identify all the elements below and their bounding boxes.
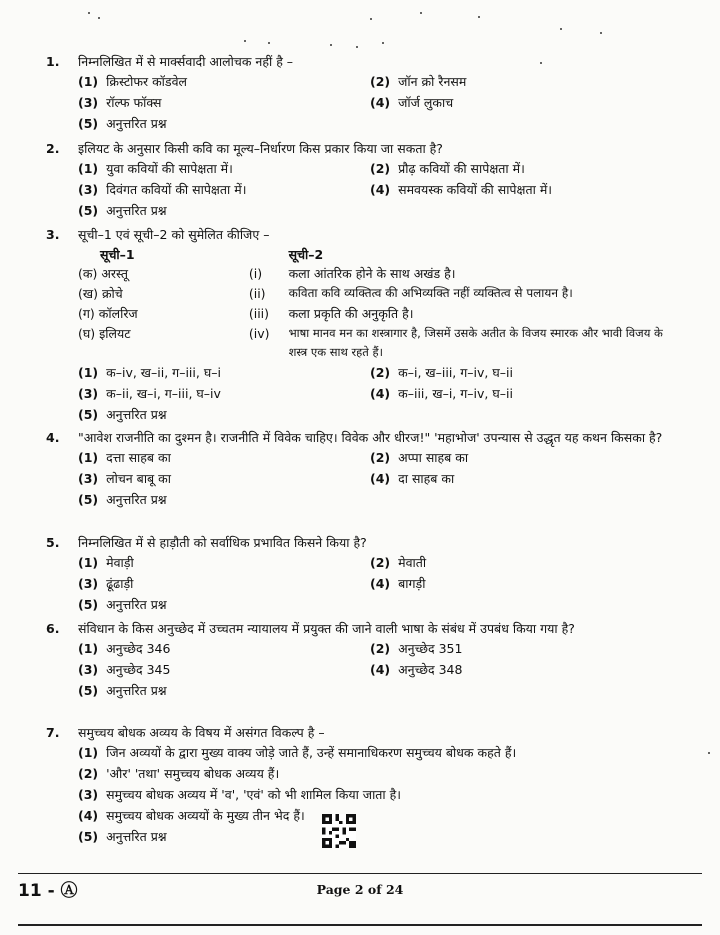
question-text: समुच्चय बोधक अव्यय के विषय में असंगत विकल्प है –	[78, 725, 325, 740]
options	[78, 638, 666, 701]
question-4	[46, 428, 666, 510]
match-row: (क) अरस्तू (i) कला आंतरिक होने के साथ अखंड है।	[78, 266, 456, 281]
option-3[interactable]: (3) ढूंढाड़ी	[78, 576, 134, 591]
question-text: इलियट के अनुसार किसी कवि का मूल्य–निर्धारण किस प्रकार किया जा सकता है?	[78, 141, 443, 156]
options	[78, 552, 666, 615]
question-7	[46, 723, 666, 847]
question-3	[46, 225, 666, 425]
option-1[interactable]: (1) दत्ता साहब का	[78, 450, 171, 465]
option-2[interactable]: (2) क–i, ख–iii, ग–iv, घ–ii	[370, 365, 513, 380]
question-text: "आवेश राजनीति का दुश्मन है। राजनीति में विवेक चाहिए। विवेक और धीरज!" 'महाभोज' उपन्यास से उद्धृत यह कथन किसका है?	[78, 430, 663, 445]
option-5[interactable]: (5) अनुत्तरित प्रश्न	[78, 683, 167, 698]
option-2[interactable]: (2) मेवाती	[370, 555, 427, 570]
option-4[interactable]: (4) समुच्चय बोधक अव्ययों के मुख्य तीन भेद हैं।	[78, 808, 305, 823]
option-5[interactable]: (5) अनुत्तरित प्रश्न	[78, 829, 167, 844]
question-number: 2.	[46, 141, 60, 156]
booklet-code: 11 - Ⓐ	[18, 881, 78, 901]
option-1[interactable]: (1) क–iv, ख–ii, ग–iii, घ–i	[78, 365, 221, 380]
question-text: सूची–1 एवं सूची–2 को सुमेलित कीजिए –	[78, 227, 270, 242]
question-1	[46, 52, 666, 134]
match-row: (घ) इलियट (iv) भाषा मानव मन का शस्त्रागार है, जिसमें उसके अतीत के विजय स्मारक और भावी विजय के शस्त्र एक साथ रहते हैं।	[78, 326, 663, 359]
option-4[interactable]: (4) दा साहब का	[370, 471, 455, 486]
option-5[interactable]: (5) अनुत्तरित प्रश्न	[78, 407, 167, 422]
footer-rule	[18, 873, 702, 874]
page-number: Page 2 of 24	[316, 882, 404, 897]
option-1[interactable]: (1) क्रिस्टोफर कॉडवेल	[78, 74, 188, 89]
option-4[interactable]: (4) अनुच्छेद 348	[370, 662, 463, 677]
option-2[interactable]: (2) अनुच्छेद 351	[370, 641, 463, 656]
option-3[interactable]: (3) रॉल्फ फॉक्स	[78, 95, 162, 110]
question-number: 7.	[46, 725, 60, 740]
question-5	[46, 533, 666, 615]
question-text: निम्नलिखित में से हाड़ौती को सर्वाधिक प्रभावित किसने किया है?	[78, 535, 367, 550]
question-number: 4.	[46, 430, 60, 445]
question-number: 6.	[46, 621, 60, 636]
option-3[interactable]: (3) दिवंगत कवियों की सापेक्षता में।	[78, 182, 247, 197]
question-number: 1.	[46, 54, 60, 69]
option-4[interactable]: (4) बागड़ी	[370, 576, 426, 591]
option-3[interactable]: (3) लोचन बाबू का	[78, 471, 172, 486]
options	[78, 158, 666, 221]
question-6	[46, 619, 666, 701]
option-2[interactable]: (2) जॉन क्रो रैनसम	[370, 74, 467, 89]
match-table	[78, 244, 666, 362]
question-text: संविधान के किस अनुच्छेद में उच्चतम न्यायालय में प्रयुक्त की जाने वाली भाषा के संबंध में उपबंध किया गया है?	[78, 621, 575, 636]
list-1-title: सूची–1	[100, 246, 135, 262]
option-5[interactable]: (5) अनुत्तरित प्रश्न	[78, 203, 167, 218]
question-number: 5.	[46, 535, 60, 550]
option-4[interactable]: (4) समवयस्क कवियों की सापेक्षता में।	[370, 182, 553, 197]
option-5[interactable]: (5) अनुत्तरित प्रश्न	[78, 492, 167, 507]
match-row: (ग) कॉलरिज (iii) कला प्रकृति की अनुकृति है।	[78, 306, 414, 321]
option-4[interactable]: (4) जॉर्ज लुकाच	[370, 95, 454, 110]
option-2[interactable]: (2) अप्पा साहब का	[370, 450, 469, 465]
option-1[interactable]: (1) अनुच्छेद 346	[78, 641, 171, 656]
option-5[interactable]: (5) अनुत्तरित प्रश्न	[78, 116, 167, 131]
question-number: 3.	[46, 227, 60, 242]
question-2	[46, 139, 666, 221]
options	[78, 447, 666, 510]
options	[78, 362, 666, 425]
option-1[interactable]: (1) युवा कवियों की सापेक्षता में।	[78, 161, 233, 176]
list-2-title: सूची–2	[288, 246, 324, 262]
question-text: निम्नलिखित में से मार्क्सवादी आलोचक नहीं है –	[78, 54, 294, 69]
option-1[interactable]: (1) मेवाड़ी	[78, 555, 134, 570]
bottom-rule	[18, 924, 702, 926]
option-2[interactable]: (2) प्रौढ़ कवियों की सापेक्षता में।	[370, 161, 525, 176]
options	[78, 742, 666, 847]
option-3[interactable]: (3) क–ii, ख–i, ग–iii, घ–iv	[78, 386, 221, 401]
option-3[interactable]: (3) समुच्चय बोधक अव्यय में 'व', 'एवं' को भी शामिल किया जाता है।	[78, 787, 402, 802]
match-row: (ख) क्रोचे (ii) कविता कवि व्यक्तित्व की अभिव्यक्ति नहीं व्यक्तित्व से पलायन है।	[78, 286, 573, 301]
option-5[interactable]: (5) अनुत्तरित प्रश्न	[78, 597, 167, 612]
options	[78, 71, 666, 134]
option-4[interactable]: (4) क–iii, ख–i, ग–iv, घ–ii	[370, 386, 513, 401]
option-2[interactable]: (2) 'और' 'तथा' समुच्चय बोधक अव्यय हैं।	[78, 766, 280, 781]
qr-code-icon	[322, 814, 356, 848]
option-3[interactable]: (3) अनुच्छेद 345	[78, 662, 171, 677]
option-1[interactable]: (1) जिन अव्ययों के द्वारा मुख्य वाक्य जोड़े जाते हैं, उन्हें समानाधिकरण समुच्चय बोधक कहते हैं।	[78, 745, 517, 760]
